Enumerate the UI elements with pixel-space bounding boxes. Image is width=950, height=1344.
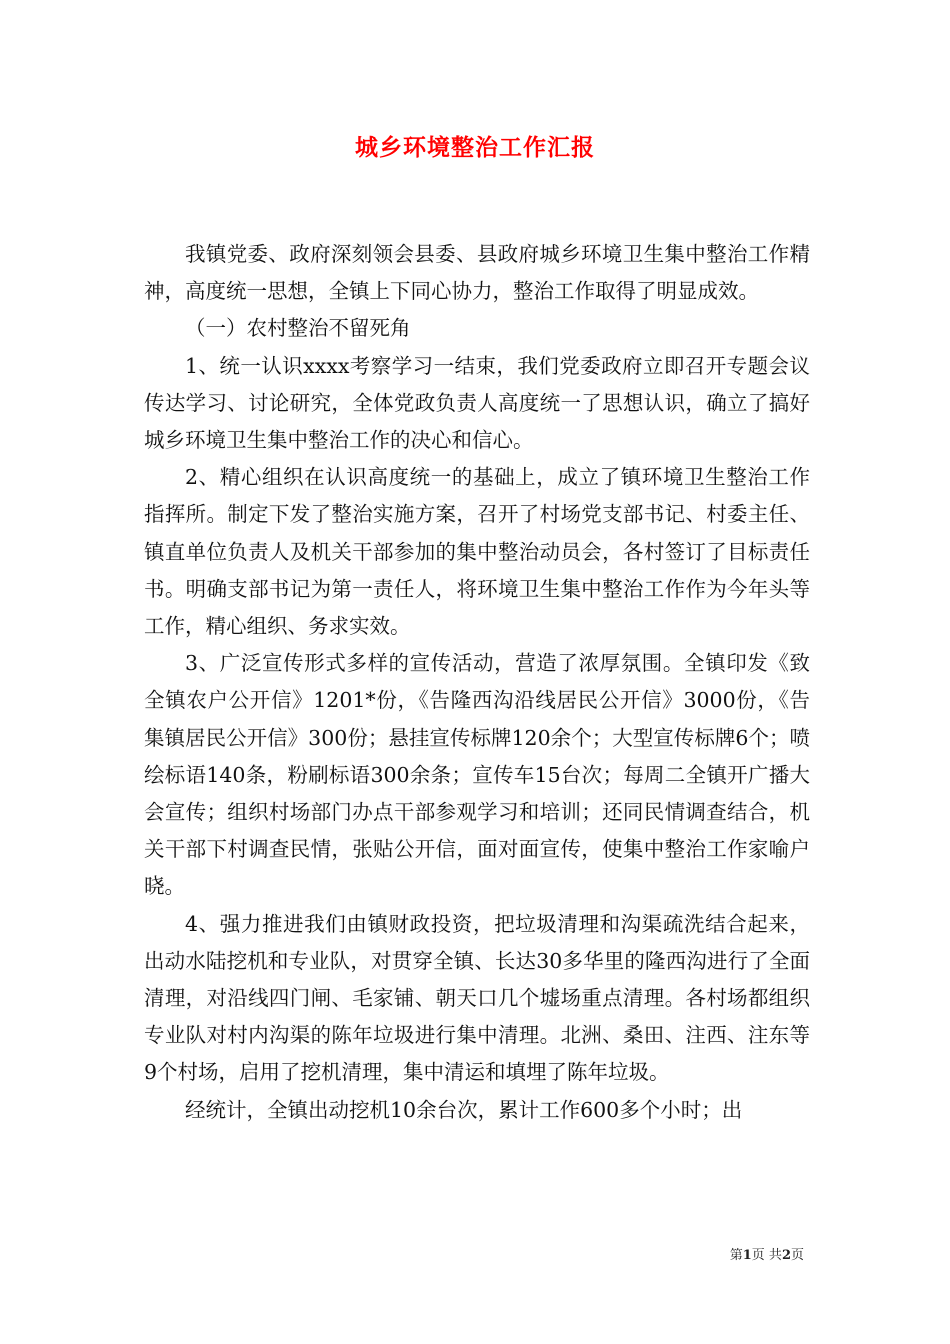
document-title: 城乡环境整治工作汇报: [355, 134, 595, 161]
footer-middle: 页 共: [751, 1248, 782, 1263]
footer-prefix: 第: [729, 1248, 743, 1263]
section-heading: （一）农村整治不留死角: [185, 316, 411, 341]
footer-suffix: 页: [790, 1248, 804, 1263]
paragraph-item-2: 2、精心组织在认识高度统一的基础上，成立了镇环境卫生整治工作指挥所。制定下发了整治实施方案，召开了村场党支部书记、村委主任、镇直单位负责人及机关干部参加的集中整治动员会，各村签订了目标责任书。明确支部书记为第一责任人，将环境卫生集中整治工作作为今年头等工作，精心组织、务求实效。: [144, 465, 810, 639]
paragraph-statistics: 经统计，全镇出动挖机10余台次，累计工作600多个小时；出: [185, 1097, 743, 1122]
paragraph-intro: 我镇党委、政府深刻领会县委、县政府城乡环境卫生集中整治工作精神，高度统一思想，全镇上下同心协力，整治工作取得了明显成效。: [144, 242, 810, 304]
total-page-count: 2: [781, 1248, 791, 1263]
paragraph-item-4: 4、强力推进我们由镇财政投资，把垃圾清理和沟渠疏洗结合起来，出动水陆挖机和专业队，对贯穿全镇、长达30多华里的隆西沟进行了全面清理，对沿线四门闸、毛家铺、朝天口几个墟场重点清理。各村场都组织专业队对村内沟渠的陈年垃圾进行集中清理。北洲、桑田、注西、注东等9个村场，启用了挖机清理，集中清运和填埋了陈年垃圾。: [144, 911, 810, 1085]
paragraph-item-1: 1、统一认识xxxx考察学习一结束，我们党委政府立即召开专题会议传达学习、讨论研究，全体党政负责人高度统一了思想认识，确立了搞好城乡环境卫生集中整治工作的决心和信心。: [144, 353, 810, 453]
page-number-footer: [730, 1247, 804, 1265]
current-page-number: 1: [742, 1248, 752, 1263]
document-body: [144, 236, 810, 1129]
paragraph-item-3: 3、广泛宣传形式多样的宣传活动，营造了浓厚氛围。全镇印发《致全镇农户公开信》1201*份，《告隆西沟沿线居民公开信》3000份，《告集镇居民公开信》300份；悬挂宣传标牌120余个；大型宣传标牌6个；喷绘标语140条，粉刷标语300余条；宣传车15台次；每周二全镇开广播大会宣传；组织村场部门办点干部参观学习和培训；还同民情调查结合，机关干部下村调查民情，张贴公开信，面对面宣传，使集中整治工作家喻户晓。: [144, 651, 810, 899]
